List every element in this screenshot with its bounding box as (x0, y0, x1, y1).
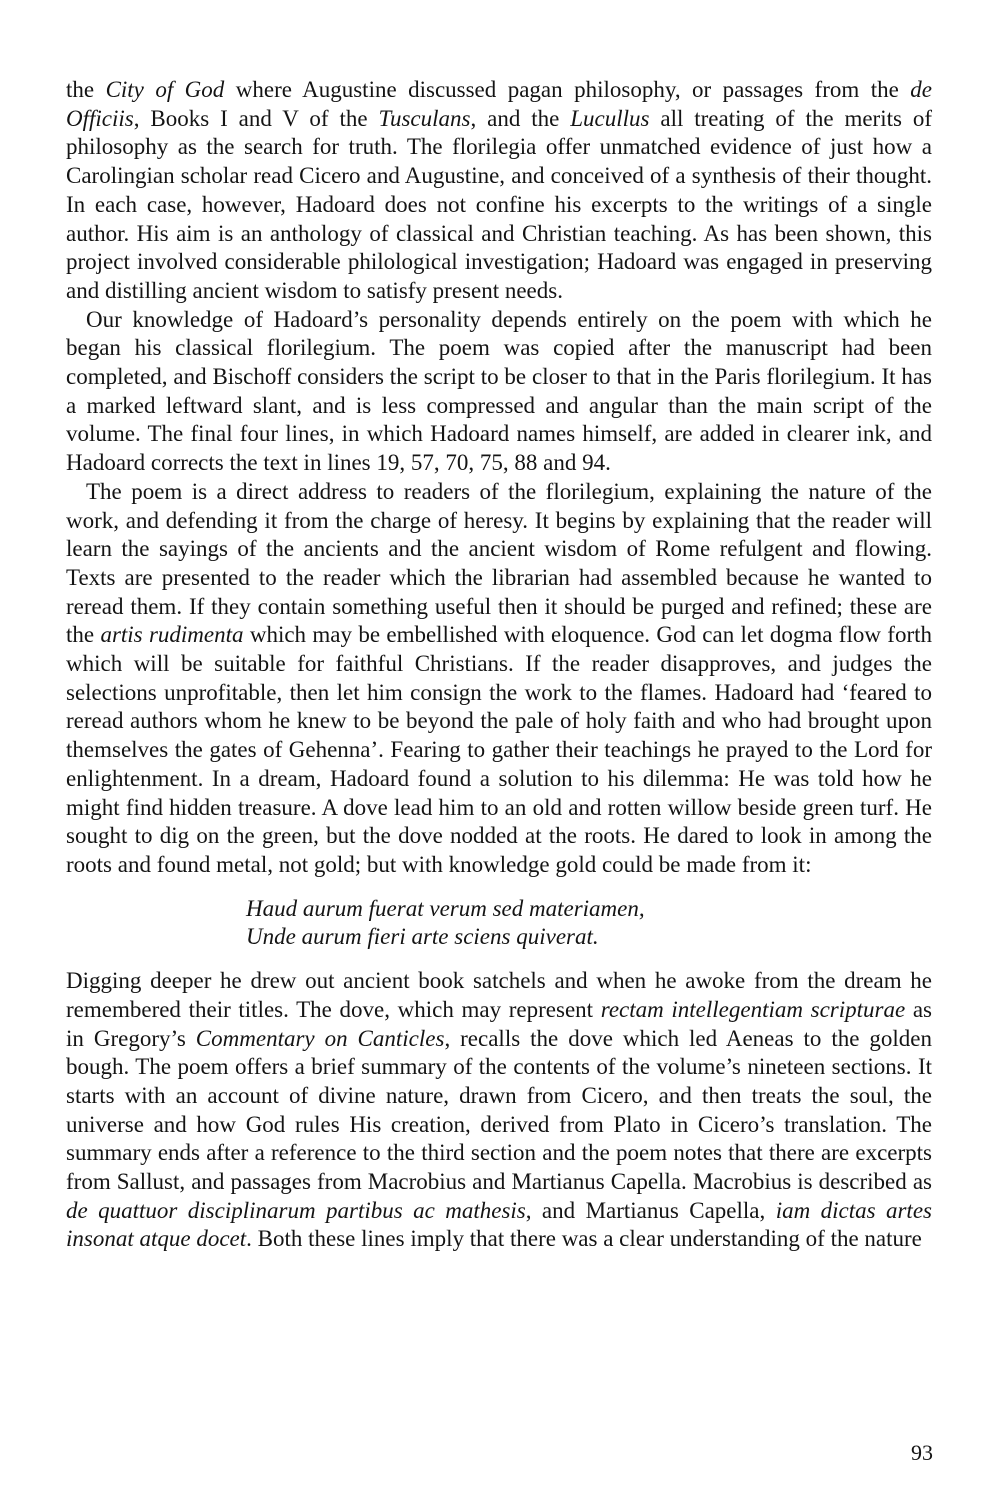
page-number: 93 (911, 1440, 933, 1465)
paragraph-3 (66, 478, 932, 880)
verse-line-1: Haud aurum fuerat verum sed materiamen, (246, 895, 645, 921)
text-run: , Books I and V of the (133, 105, 379, 131)
text-run: Our knowledge of Hadoard’s personality depends entirely on the poem with which he began his classical florilegium. The poem was copied after the manuscript had been completed, and Bischoff considers the script to be closer to that in the Paris florilegium. It has a marked leftward slant, and is less compressed and angular than the main script of the volume. The final four lines, in which Hadoard names himself, are added in clearer ink, and Hadoard corrects the text in lines 19, 57, 70, 75, 88 and 94. (66, 306, 932, 476)
italic-term: Tusculans (378, 105, 471, 131)
italic-term: City of God (105, 77, 225, 102)
page-body (66, 76, 932, 1254)
italic-term: de quattuor disciplinarum partibus ac mathesis (66, 1197, 526, 1223)
text-run: all treating of the merits of philosophy as the search for truth. The florilegia offer unmatched evidence of just how a Carolingian scholar read Cicero and Augustine, and conceived of a synthesis of their thought. In each case, however, Hadoard does not confine his excerpts to the writings of a single author. His aim is an anthology of classical and Christian teaching. As has been shown, this project involved considerable philological investigation; Hadoard was engaged in preserving and distilling ancient wisdom to satisfy present needs. (66, 105, 932, 303)
text-run: The poem is a direct address to readers of the florilegium, explaining the nature of the work, and defending it from the charge of heresy. It begins by explaining that the reader will learn the sayings of the ancients and the ancient wisdom of Rome refulgent and flowing. Texts are presented to the reader which the librarian had assembled because he wanted to reread them. If they contain something useful then it should be purged and refined; these are the (66, 478, 932, 648)
italic-term: Commentary on Canticles (195, 1025, 445, 1051)
italic-term: iam dictas artes insonat atque docet (66, 1197, 932, 1252)
text-run: , and the (470, 105, 571, 131)
latin-verse (246, 895, 932, 952)
text-run: as in Gregory’s (66, 996, 933, 1051)
italic-term: rectam intellegentiam scripturae (600, 996, 906, 1022)
text-run: , recalls the dove which led Aeneas to the golden bough. The poem offers a brief summary of the contents of the volume’s nineteen sections. It starts with an account of divine nature, drawn from Cicero, and then treats the soul, the universe and how God rules His creation, derived from Plato in Cicero’s translation. The summary ends after a reference to the third section and the poem notes that there are excerpts from Sallust, and passages from Macrobius and Martianus Capella. Macrobius is described as (66, 1025, 932, 1195)
paragraph-2 (66, 306, 932, 478)
italic-term: artis rudimenta (100, 622, 244, 648)
text-run: , and Martianus Capella, (525, 1197, 776, 1223)
text-run: where Augustine discussed pagan philosophy, or passages from the (224, 77, 911, 102)
text-run: which may be embellished with eloquence. God can let dogma flow forth which will be suitable for faithful Christians. If the reader disapproves, and judges the selections unprofitable, then let him consign the work to the flames. Hadoard had ‘feared to reread authors whom he knew to be beyond the pale of holy faith and who had brought upon themselves the gates of Gehenna’. Fearing to gather their teachings he prayed to the Lord for enlightenment. In a dream, Hadoard found a solution to his dilemma: He was told how he might find hidden treasure. A dove lead him to an old and rotten willow beside green turf. He sought to dig on the green, but the dove nodded at the roots. He dared to look in among the roots and found metal, not gold; but with knowledge gold could be made from it: (66, 622, 933, 877)
verse-line-2: Unde aurum fieri arte sciens quiverat. (246, 924, 599, 950)
text-run: Digging deeper he drew out ancient book satchels and when he awoke from the dream he remembered their titles. The dove, which may represent (66, 968, 932, 1022)
text-run: the (66, 77, 106, 102)
text-run: . Both these lines imply that there was a clear understanding of the nature (246, 1226, 922, 1252)
paragraph-4 (66, 967, 932, 1254)
italic-term: de Officiis (66, 77, 932, 131)
italic-term: Lucullus (570, 105, 650, 131)
paragraph-1 (66, 76, 932, 306)
